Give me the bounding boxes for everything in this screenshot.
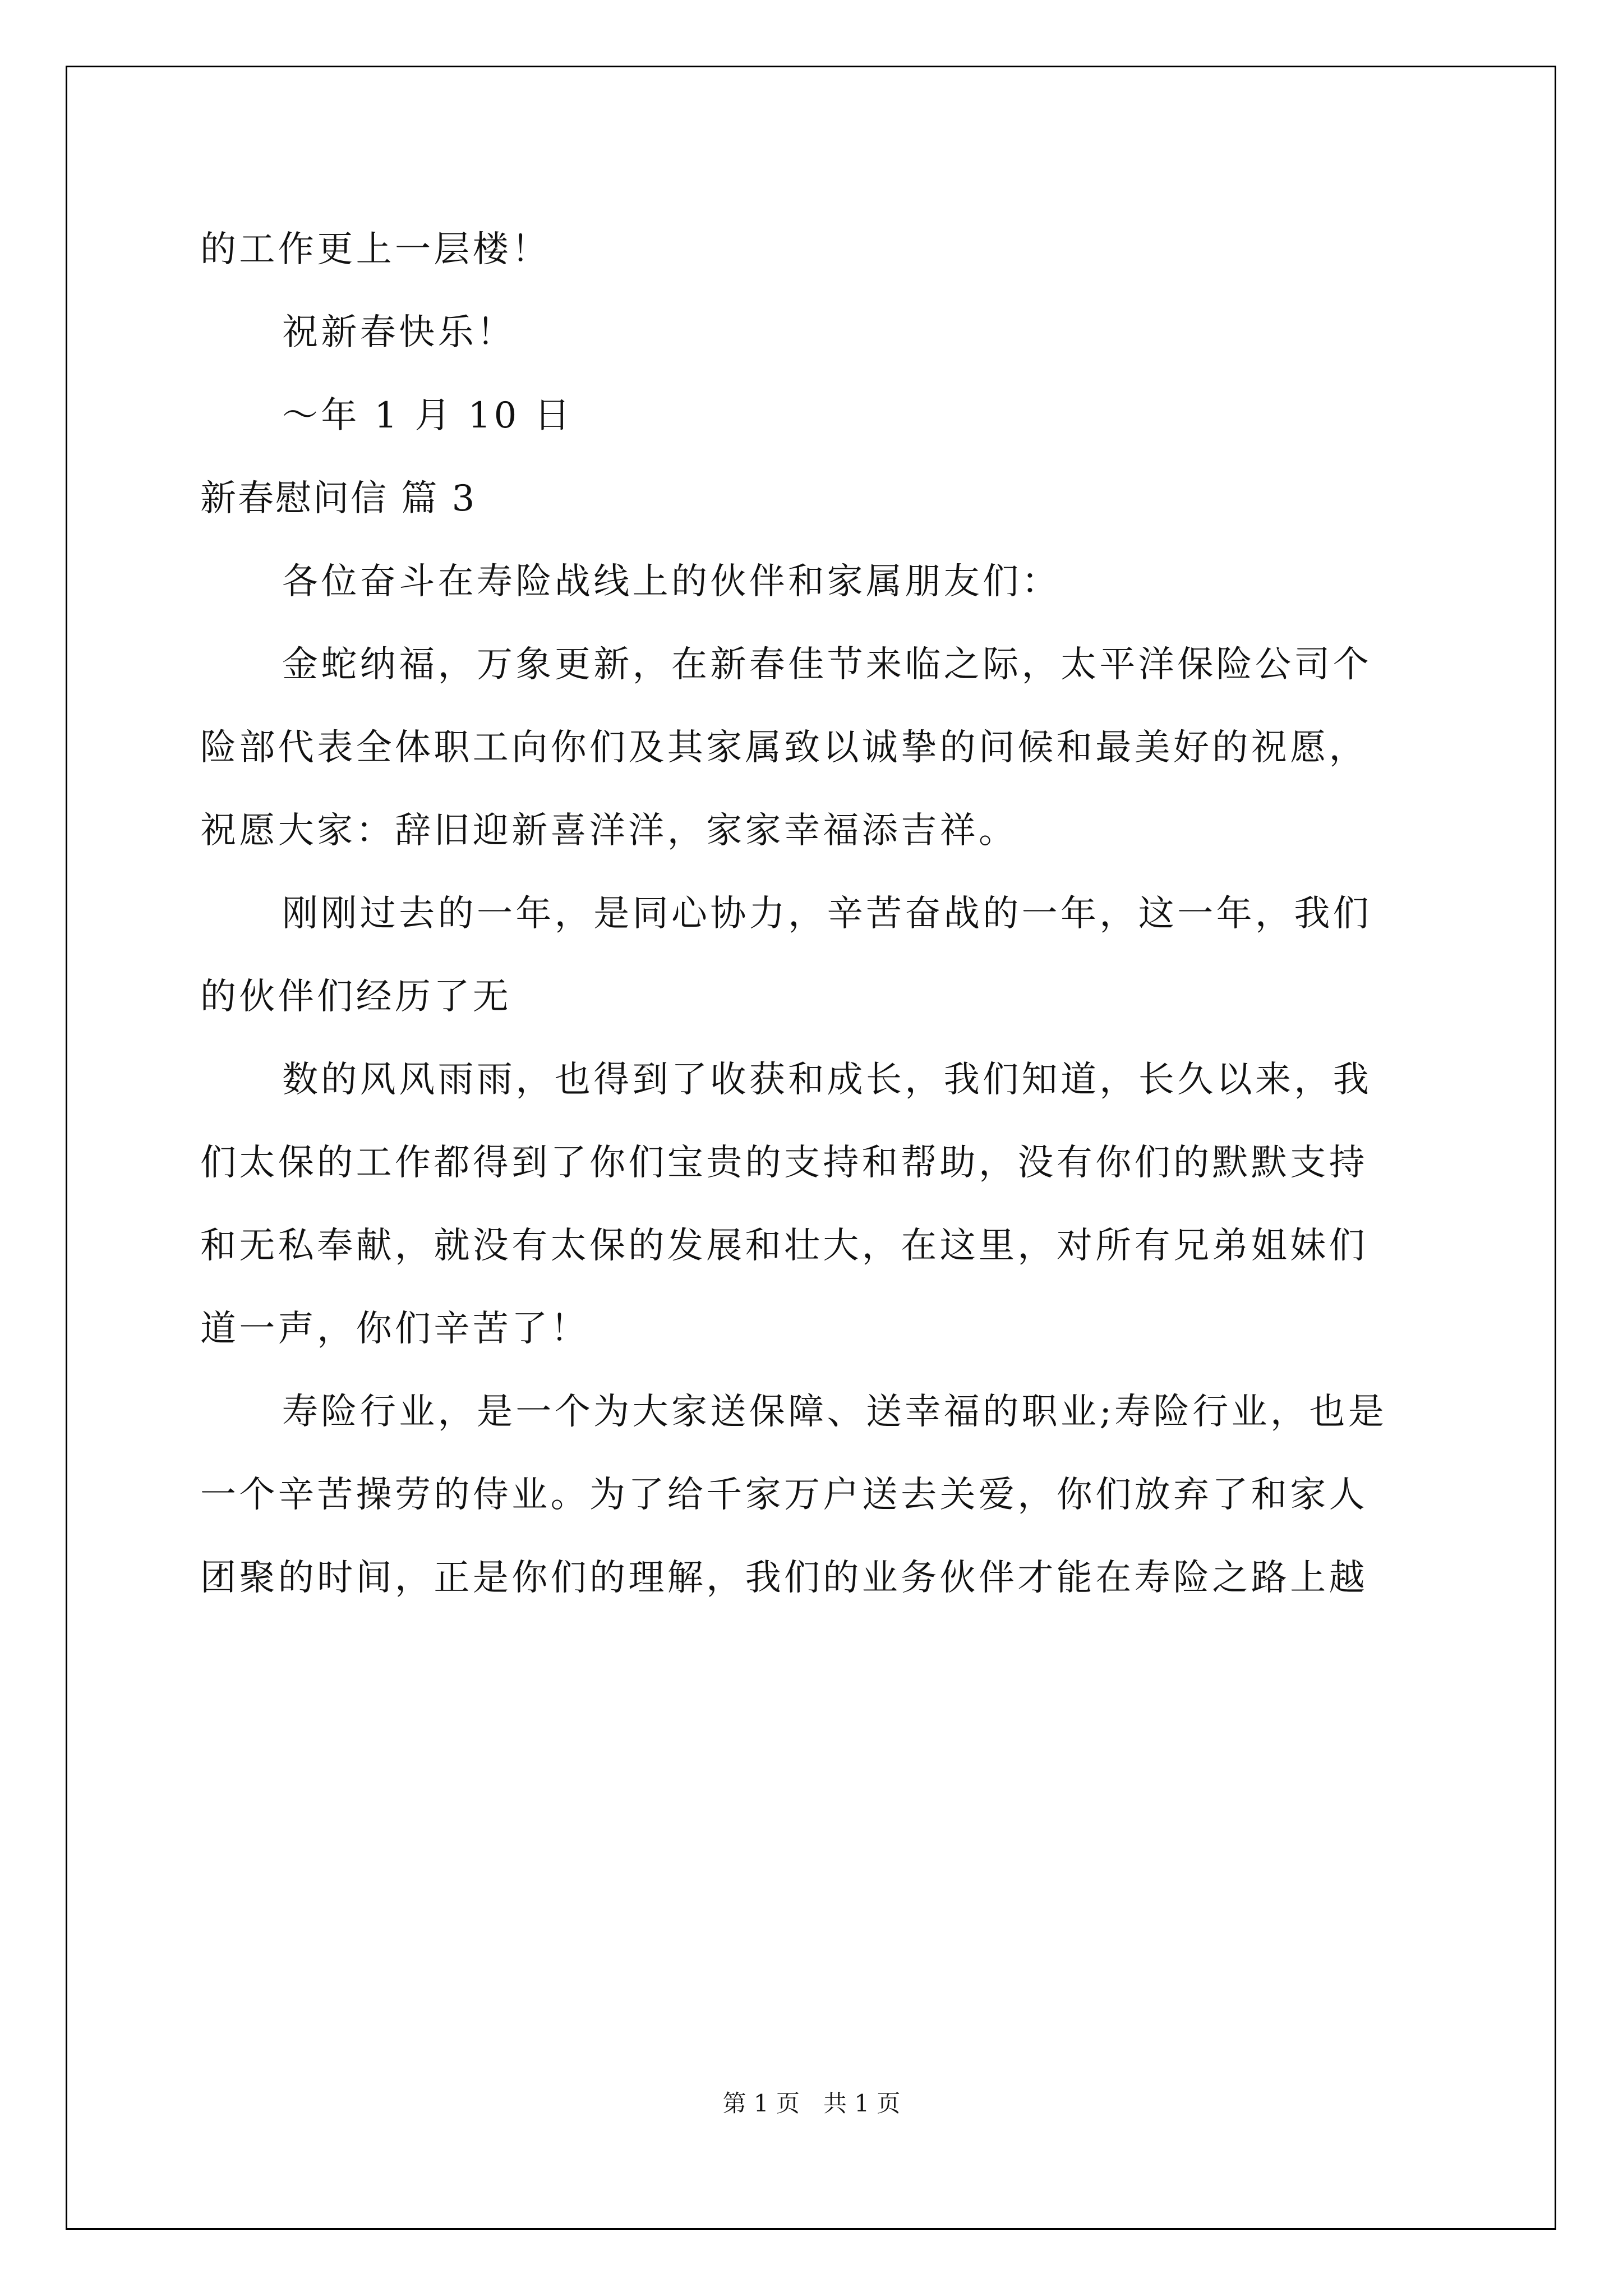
text-line: 险部代表全体职工向你们及其家属致以诚挚的问候和最美好的祝愿，	[200, 727, 1368, 769]
salutation: 各位奋斗在寿险战线上的伙伴和家属朋友们：	[282, 561, 1061, 602]
text-line: 祝新春快乐！	[282, 312, 516, 353]
page-number-footer: 第 1 页 共 1 页	[722, 2090, 901, 2117]
text-line: 道一声，你们辛苦了！	[200, 1308, 589, 1350]
text-line: 们太保的工作都得到了你们宝贵的支持和帮助，没有你们的默默支持	[200, 1142, 1368, 1184]
text-line: 金蛇纳福，万象更新，在新春佳节来临之际，太平洋保险公司个	[282, 644, 1372, 685]
text-line: 团聚的时间，正是你们的理解，我们的业务伙伴才能在寿险之路上越	[200, 1557, 1368, 1599]
text-line: 祝愿大家：辞旧迎新喜洋洋，家家幸福添吉祥。	[200, 810, 1018, 852]
section-heading: 新春慰问信 篇 3	[200, 478, 477, 519]
text-line: 一个辛苦操劳的侍业。为了给千家万户送去关爱，你们放弃了和家人	[200, 1474, 1368, 1516]
text-line: 的伙伴们经历了无	[200, 976, 512, 1018]
text-line: 寿险行业，是一个为大家送保障、送幸福的职业;寿险行业，也是	[282, 1391, 1387, 1433]
text-line: 的工作更上一层楼！	[200, 229, 551, 270]
text-line: 刚刚过去的一年，是同心协力，辛苦奋战的一年，这一年，我们	[282, 893, 1372, 935]
text-line: 和无私奉献，就没有太保的发展和壮大，在这里，对所有兄弟姐妹们	[200, 1225, 1368, 1267]
text-line: ～年 1 月 10 日	[282, 395, 573, 436]
text-line: 数的风风雨雨，也得到了收获和成长，我们知道，长久以来，我	[282, 1059, 1372, 1101]
